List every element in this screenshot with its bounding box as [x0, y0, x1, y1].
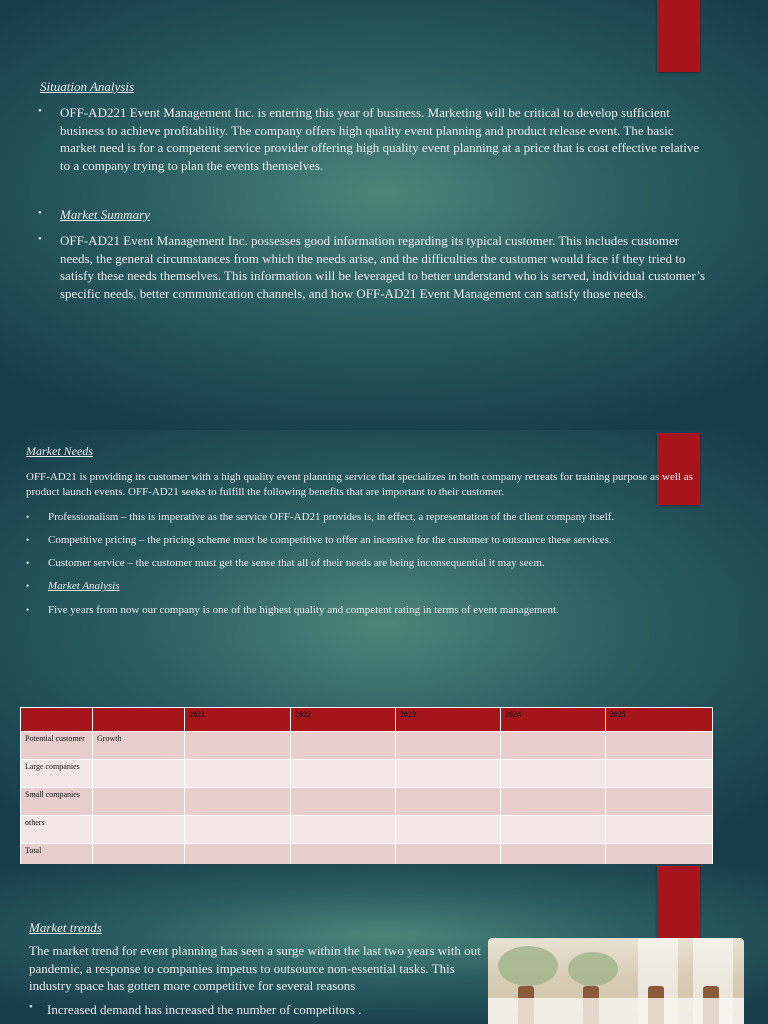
table-cell — [396, 844, 501, 865]
list-item-text: Customer service – the customer must get the sense that all of their needs are being inconsequential it may seem. — [48, 557, 545, 569]
table-header-row — [21, 708, 713, 732]
list-item — [26, 556, 726, 570]
bullet-icon: • — [26, 512, 30, 522]
table-cell — [185, 760, 291, 788]
table-cell — [93, 844, 185, 865]
list-item-text: Increased demand has increased the number of competitors . — [47, 1002, 362, 1017]
list-item — [26, 510, 726, 524]
table-cell — [501, 760, 606, 788]
bullet-icon: • — [26, 605, 30, 615]
section-heading: Situation Analysis — [40, 79, 135, 94]
table-header-cell: 2025 — [606, 708, 713, 732]
table-cell — [185, 732, 291, 760]
bullet-icon: • — [26, 558, 30, 568]
table-cell — [291, 844, 396, 865]
subheading: Market Analysis — [48, 580, 120, 592]
bullet-list — [26, 556, 726, 570]
table-cell — [606, 760, 713, 788]
bullet-icon: • — [29, 1001, 33, 1013]
list-item — [38, 206, 710, 224]
table-cell: Large companies — [21, 760, 93, 788]
bullet-list — [26, 510, 726, 524]
bullet-list — [29, 1002, 361, 1018]
bullet-list — [38, 232, 710, 302]
table-header-cell: 2021 — [185, 708, 291, 732]
table-row — [21, 732, 713, 760]
floral-decoration — [498, 946, 558, 986]
table-cell — [93, 816, 185, 844]
section-heading: Market Needs — [26, 444, 93, 458]
table-row — [21, 788, 713, 816]
table-cell — [501, 732, 606, 760]
list-item-text: Competitive pricing – the pricing scheme must be competitive to offer an incentive for the customer to outsource these services. — [48, 534, 612, 546]
bullet-list — [26, 533, 726, 547]
table-header-cell: 2022 — [291, 708, 396, 732]
table-cell — [606, 844, 713, 865]
list-item-text: Five years from now our company is one of the highest quality and competent rating in terms of event management. — [48, 604, 559, 616]
table-cell — [396, 732, 501, 760]
table-row — [21, 844, 713, 865]
bullet-icon: • — [38, 233, 42, 245]
table-cell — [501, 844, 606, 865]
floral-decoration — [568, 952, 618, 986]
list-item — [38, 104, 710, 174]
table-cell — [396, 760, 501, 788]
table-cloth — [488, 998, 744, 1024]
slide-market-trends — [0, 864, 768, 1024]
table-cell — [396, 816, 501, 844]
list-item — [38, 232, 710, 302]
table-header-cell: 2023 — [396, 708, 501, 732]
table-cell — [291, 788, 396, 816]
paragraph: The market trend for event planning has seen a surge within the last two years with out pandemic, a response to companies impetus to outsource non-essential tasks. This industry space has gotten more competitive for several reasons — [29, 943, 481, 993]
table-header-cell: 2024 — [501, 708, 606, 732]
table-cell — [501, 816, 606, 844]
table-cell — [291, 760, 396, 788]
bullet-list — [26, 603, 726, 617]
subheading: Market Summary — [60, 207, 150, 222]
table-cell — [606, 732, 713, 760]
table-cell: Growth — [93, 732, 185, 760]
section-heading: Market trends — [29, 920, 102, 935]
bullet-icon: • — [38, 207, 42, 219]
table-cell — [93, 760, 185, 788]
bullet-list — [26, 579, 726, 593]
table-cell — [185, 816, 291, 844]
list-item — [26, 533, 726, 547]
slide-situation-analysis — [0, 0, 768, 430]
table-cell: others — [21, 816, 93, 844]
table-row — [21, 760, 713, 788]
accent-bar — [657, 0, 700, 72]
paragraph: OFF-AD221 Event Management Inc. is entering this year of business. Marketing will be critical to develop sufficient business to achieve profitability. The company offers high quality event planning and product release event. The basic market need is for a competent service provider offering high quality event planning at a price that is cost effective relative to a company trying to plan the events themselves. — [60, 105, 700, 173]
table-header-cell — [93, 708, 185, 732]
table-cell — [291, 816, 396, 844]
table-row — [21, 816, 713, 844]
table-cell: Potential customer — [21, 732, 93, 760]
paragraph: OFF-AD21 Event Management Inc. possesses good information regarding its typical customer. This includes customer needs, the general circumstances from which the needs arise, and the difficulties the customer would face if they tried to satisfy these needs themselves. This information will be leveraged to better understand who is served, individual customer’s specific needs, better communication channels, and how OFF-AD21 Event Management can satisfy those needs. — [60, 233, 706, 301]
table-cell — [501, 788, 606, 816]
table-cell: Small companies — [21, 788, 93, 816]
bullet-icon: • — [38, 105, 42, 117]
table-cell — [291, 732, 396, 760]
table-cell — [185, 844, 291, 865]
bullet-icon: • — [26, 535, 30, 545]
bullet-icon: • — [26, 581, 30, 591]
bullet-list — [38, 206, 710, 224]
list-item-text: Professionalism – this is imperative as the service OFF-AD21 provides is, in effect, a representation of the client company itself. — [48, 511, 615, 523]
table-cell — [185, 788, 291, 816]
table-cell — [606, 816, 713, 844]
slide-market-needs — [0, 430, 768, 864]
list-item — [26, 579, 726, 593]
table-cell — [93, 788, 185, 816]
bullet-list — [38, 104, 710, 174]
forecast-table — [20, 707, 713, 864]
table-cell: Total — [21, 844, 93, 865]
list-item — [26, 603, 726, 617]
table-header-cell — [21, 708, 93, 732]
table-cell — [606, 788, 713, 816]
table-cell — [396, 788, 501, 816]
paragraph: OFF-AD21 is providing its customer with a high quality event planning service that specializes in both company retreats for training purpose as well as product launch events. OFF-AD21 seeks to fulfill the following benefits that are important to their customer. — [26, 471, 693, 498]
list-item — [29, 1002, 361, 1018]
event-venue-photo — [488, 938, 744, 1024]
accent-bar — [657, 866, 700, 942]
